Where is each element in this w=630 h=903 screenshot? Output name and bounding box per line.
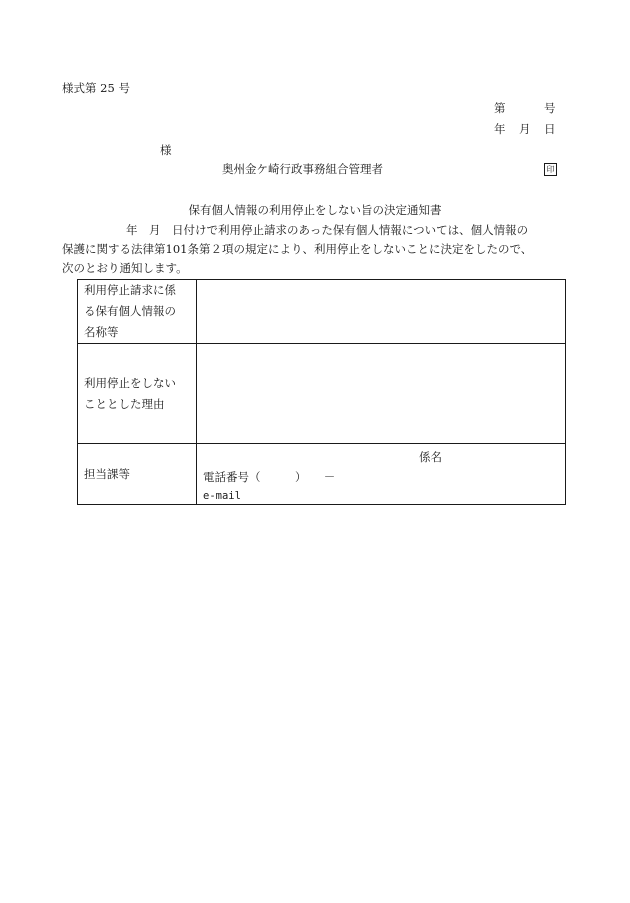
notice-body bbox=[62, 221, 582, 278]
contact-cell[interactable] bbox=[197, 444, 566, 505]
reason-label: 利用停止をしない こととした理由 bbox=[78, 344, 197, 444]
body-line-3: 次のとおり通知します。 bbox=[62, 261, 188, 275]
email-label: e-mail bbox=[203, 490, 241, 502]
personal-info-name-field[interactable] bbox=[197, 280, 566, 344]
personal-info-name-label: 利用停止請求に係 る保有個人情報の 名称等 bbox=[78, 280, 197, 344]
form-number: 様式第 25 号 bbox=[62, 81, 130, 95]
date-year: 年 bbox=[494, 122, 506, 136]
reason-field[interactable] bbox=[197, 344, 566, 444]
table-row bbox=[78, 280, 566, 344]
document-number-suffix: 号 bbox=[544, 101, 556, 115]
department-label: 担当課等 bbox=[78, 444, 197, 505]
addressee: 様 bbox=[160, 143, 172, 157]
notice-table bbox=[77, 279, 566, 505]
issuer-name: 奥州金ケ崎行政事務組合管理者 bbox=[222, 162, 383, 176]
body-line-2: 保護に関する法律第101条第２項の規定により、利用停止をしないことに決定をしたので、 bbox=[62, 242, 533, 256]
table-row bbox=[78, 444, 566, 505]
body-line-1: 年 月 日付けで利用停止請求のあった保有個人情報については、個人情報の bbox=[126, 223, 529, 237]
date-month: 月 bbox=[519, 122, 531, 136]
document-title: 保有個人情報の利用停止をしない旨の決定通知書 bbox=[188, 203, 442, 217]
document-number-prefix: 第 bbox=[494, 101, 506, 115]
section-name-label: 係名 bbox=[419, 450, 442, 464]
table-row bbox=[78, 344, 566, 444]
date-day: 日 bbox=[544, 122, 556, 136]
phone-number-label: 電話番号（ ） － bbox=[203, 470, 336, 484]
seal-mark: 印 bbox=[544, 163, 557, 176]
